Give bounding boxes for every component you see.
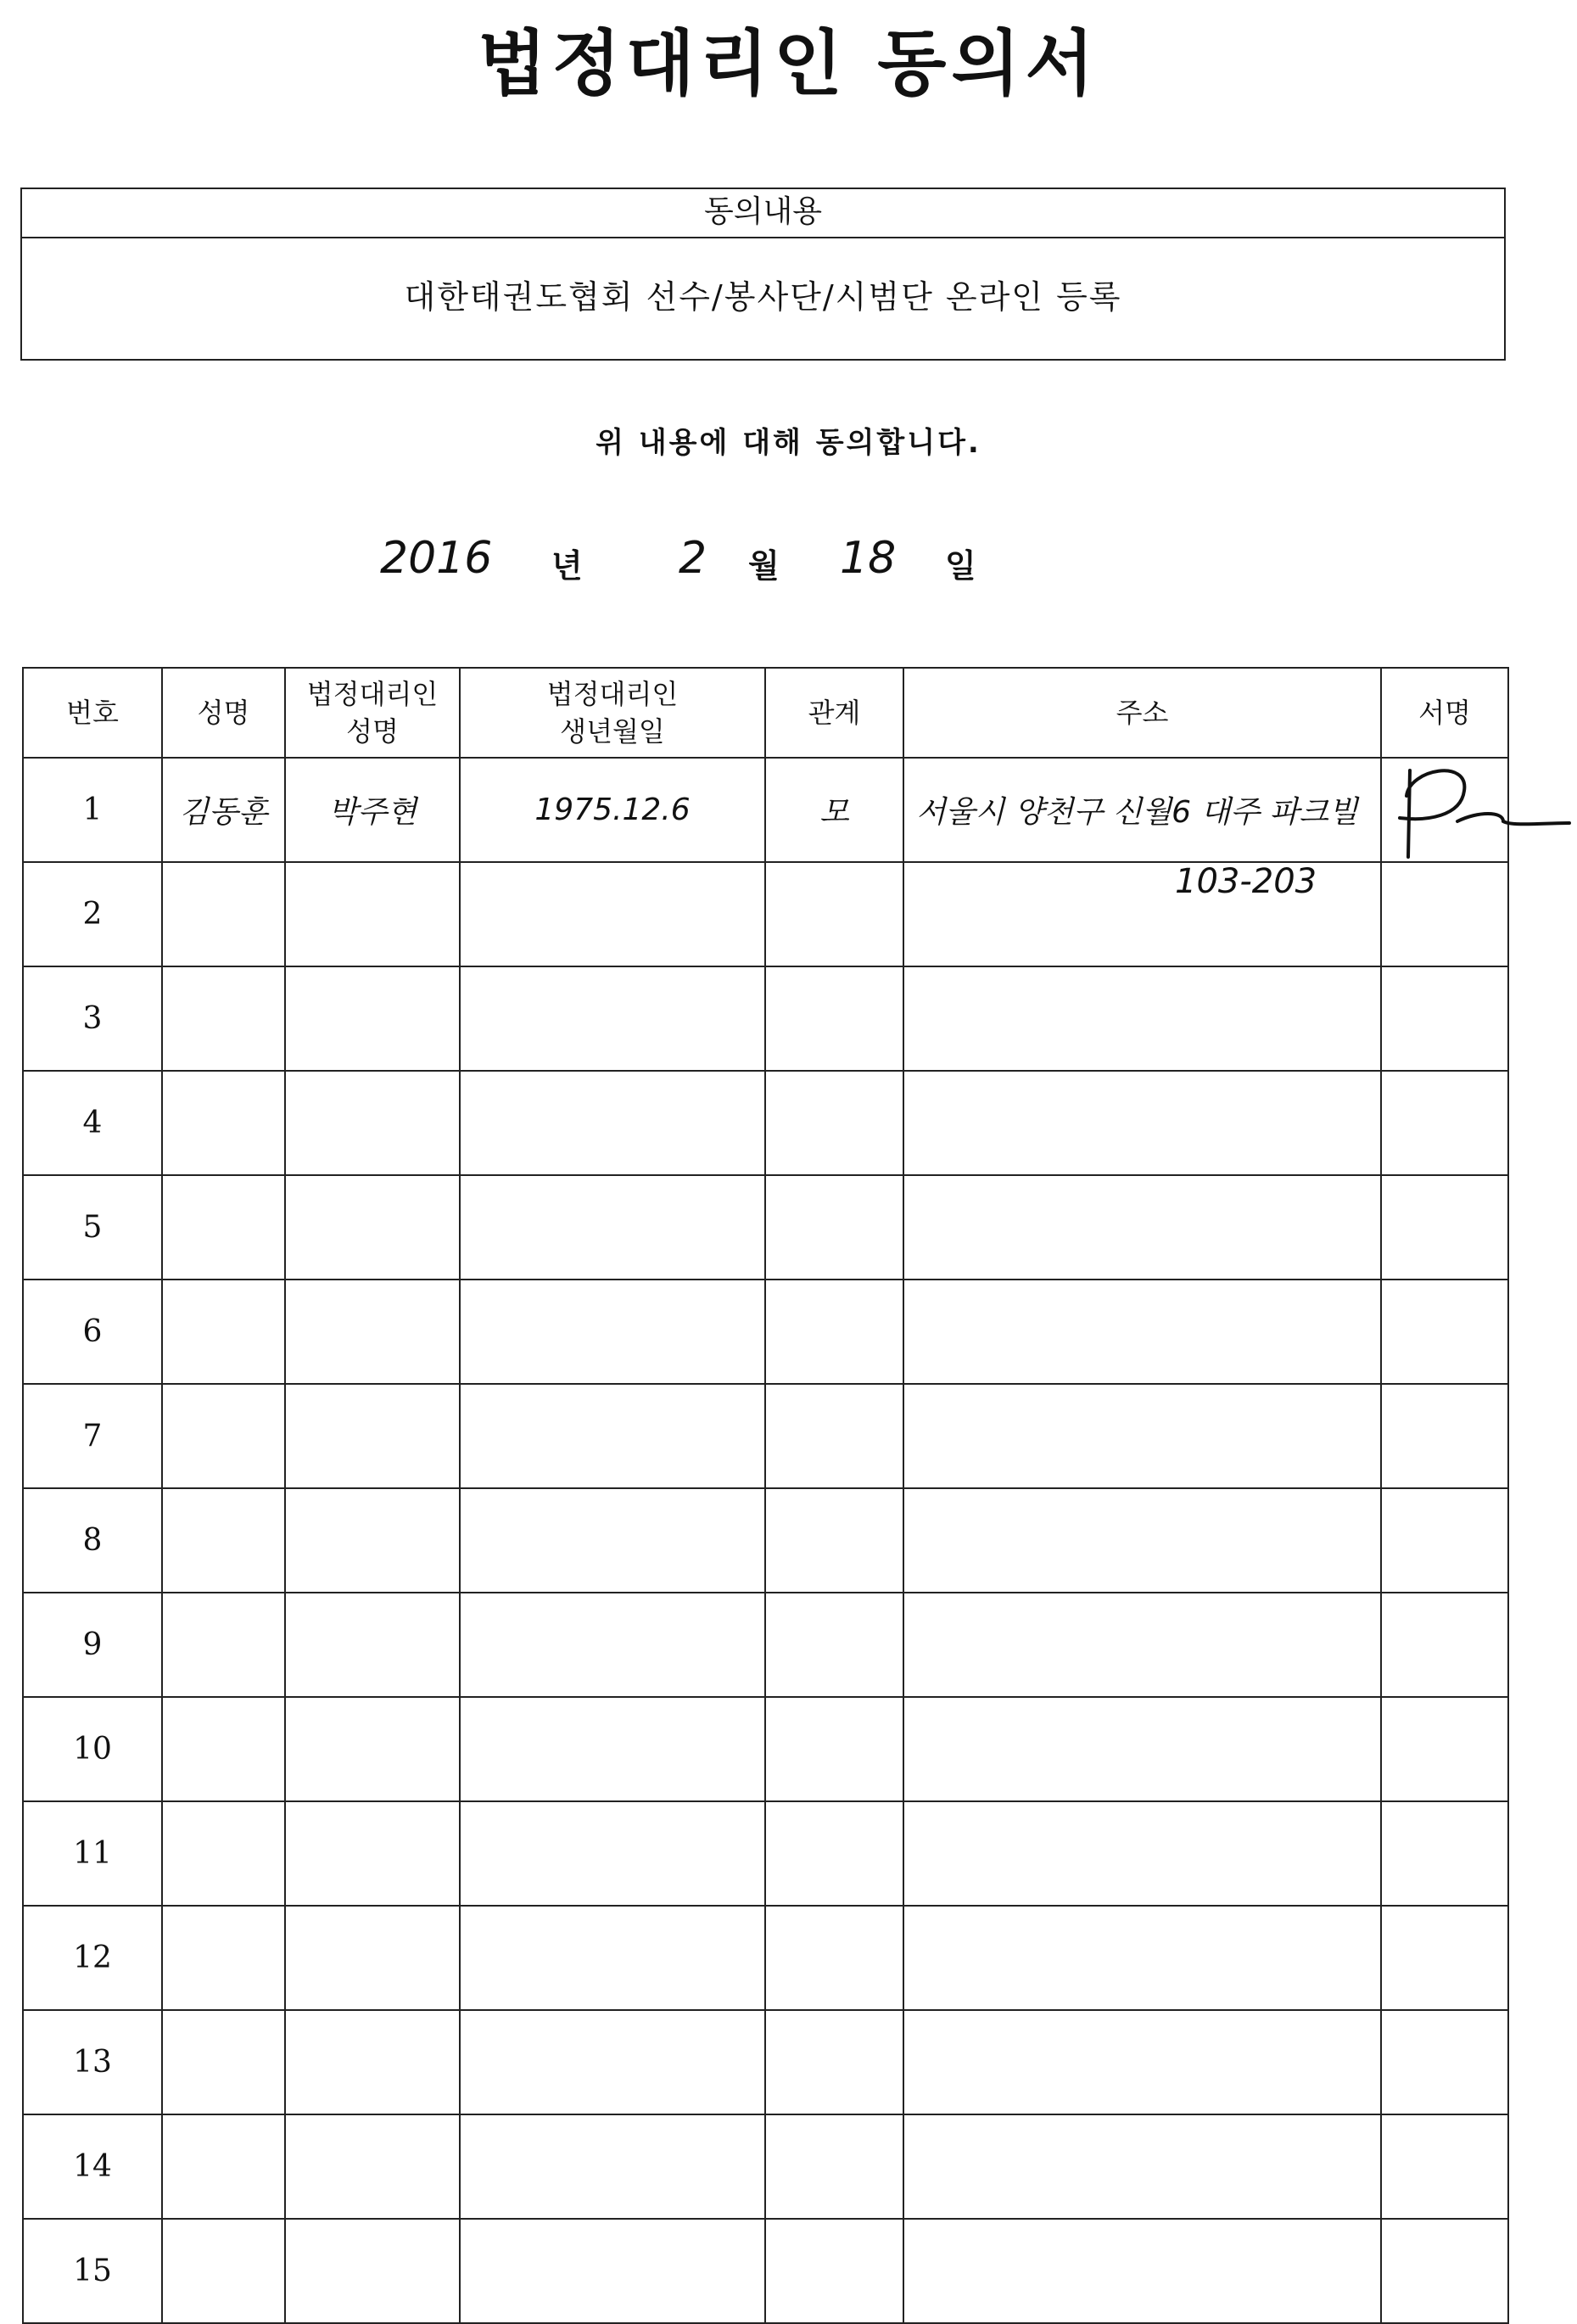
row-number: 5	[23, 1175, 162, 1280]
date-day: 18	[840, 533, 897, 584]
table-row	[23, 1906, 1508, 2010]
row-number: 15	[23, 2219, 162, 2323]
address-line-2: 103-203	[1175, 862, 1317, 901]
row-number: 1	[23, 758, 162, 862]
col-header-name: 성명	[162, 668, 285, 758]
col-header-address: 주소	[903, 668, 1381, 758]
row-number: 7	[23, 1384, 162, 1488]
date-month: 2	[679, 533, 707, 584]
table-row	[23, 1280, 1508, 1384]
student-name: 김동훈	[162, 758, 285, 862]
table-row	[23, 1384, 1508, 1488]
consent-header: 동의내용	[22, 189, 1504, 238]
table-row	[23, 1071, 1508, 1175]
guardian-table	[22, 667, 1509, 2324]
guardian-birthdate: 1975.12.6	[460, 758, 765, 862]
consent-box	[20, 188, 1506, 361]
row-number: 2	[23, 862, 162, 966]
col-header-guardian-birth: 법정대리인 생년월일	[460, 668, 765, 758]
table-row	[23, 2114, 1508, 2219]
table-row	[23, 1175, 1508, 1280]
relation: 모	[765, 758, 903, 862]
date-year: 2016	[380, 533, 493, 584]
table-row	[23, 758, 1508, 862]
table-row	[23, 1697, 1508, 1801]
row-number: 11	[23, 1801, 162, 1906]
row-number: 10	[23, 1697, 162, 1801]
table-row	[23, 2219, 1508, 2323]
date-year-label: 년	[551, 547, 583, 585]
guardian-name: 박주현	[285, 758, 460, 862]
handwritten-signature	[1376, 762, 1571, 864]
row-number: 8	[23, 1488, 162, 1593]
date-line	[0, 533, 1577, 601]
table-row	[23, 1593, 1508, 1697]
document-title: 법정대리인 동의서	[478, 22, 1099, 105]
table-header-row	[23, 668, 1508, 758]
table-row	[23, 2010, 1508, 2114]
row-number: 14	[23, 2114, 162, 2219]
row-number: 13	[23, 2010, 162, 2114]
table-row	[23, 1488, 1508, 1593]
row-number: 6	[23, 1280, 162, 1384]
address: 서울시 양천구 신월6 대주 파크빌	[903, 758, 1381, 862]
row-number: 12	[23, 1906, 162, 2010]
row-number: 4	[23, 1071, 162, 1175]
col-header-no: 번호	[23, 668, 162, 758]
consent-content: 대한태권도협회 선수/봉사단/시범단 온라인 등록	[404, 278, 1122, 316]
date-day-label: 일	[945, 547, 976, 585]
col-header-signature: 서명	[1381, 668, 1508, 758]
row-number: 3	[23, 966, 162, 1071]
agreement-statement: 위 내용에 대해 동의합니다.	[596, 426, 981, 460]
table-row	[23, 966, 1508, 1071]
table-row	[23, 1801, 1508, 1906]
row-number: 9	[23, 1593, 162, 1697]
col-header-relation: 관계	[765, 668, 903, 758]
col-header-guardian-name: 법정대리인 성명	[285, 668, 460, 758]
date-month-label: 월	[748, 547, 780, 585]
